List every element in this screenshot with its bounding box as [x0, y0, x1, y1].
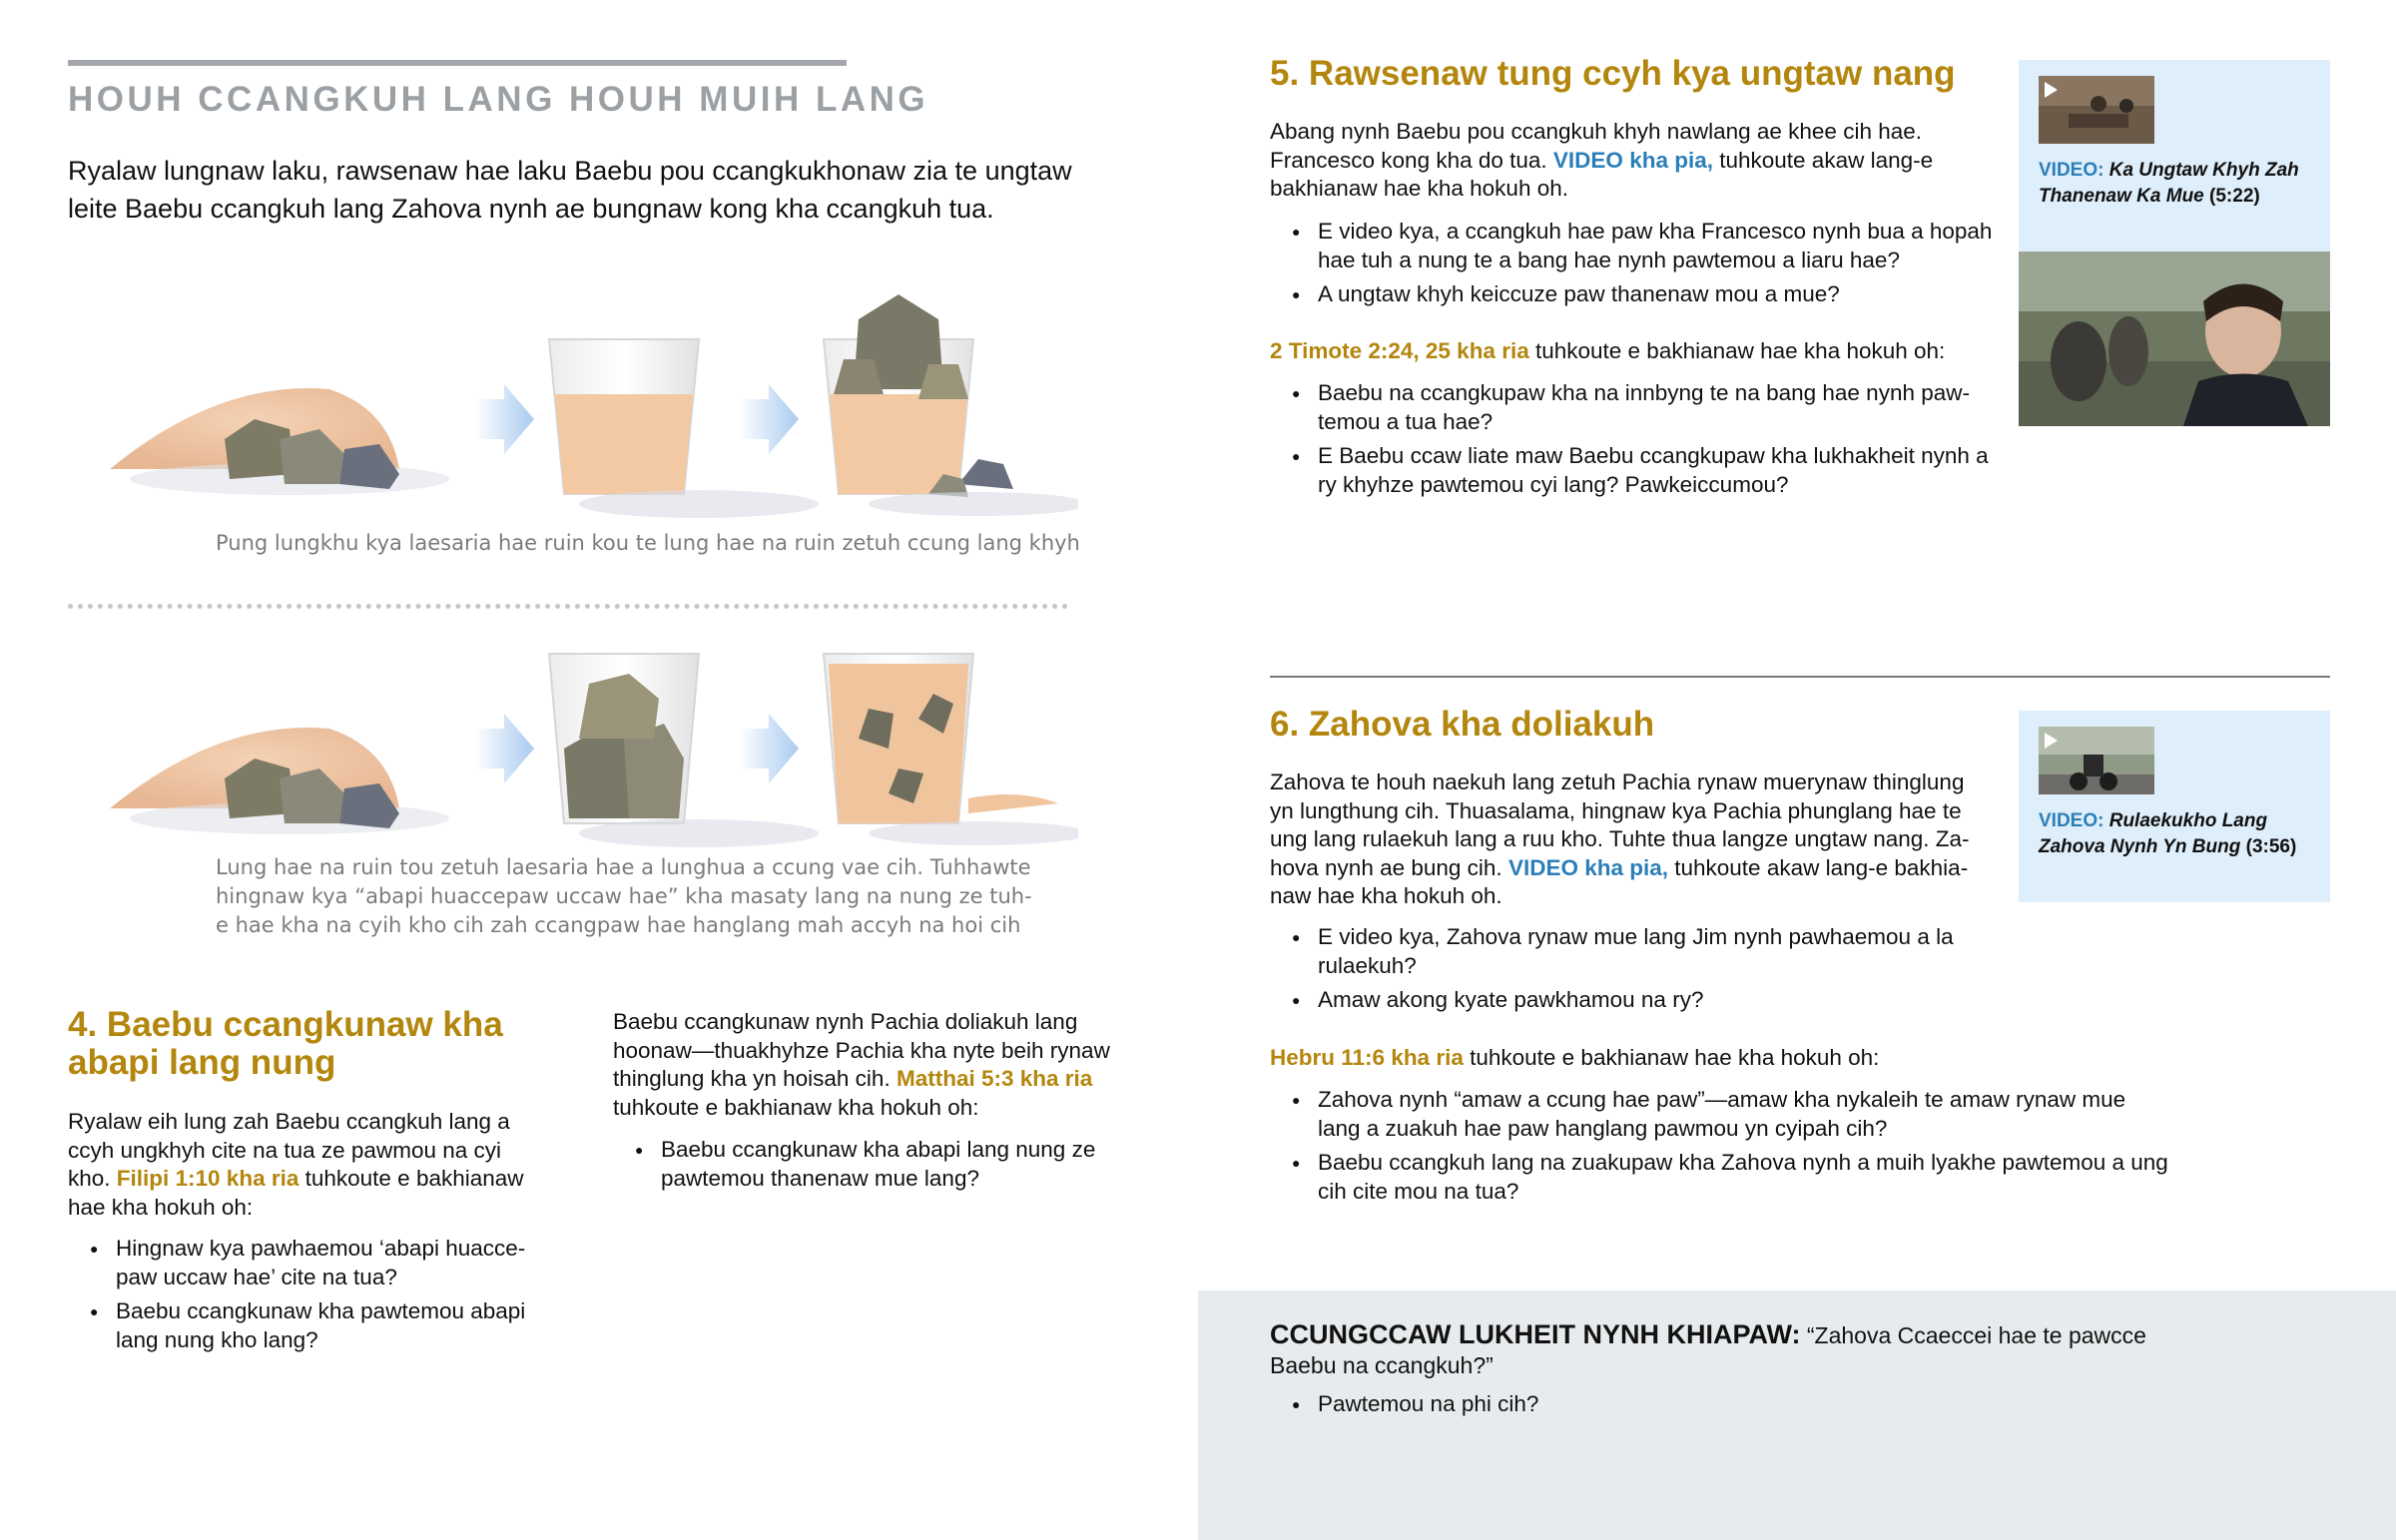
video-card-5[interactable] — [2019, 60, 2330, 252]
summary-label: CCUNGCCAW LUKHEIT NYNH KHIAPAW: — [1270, 1319, 1801, 1349]
video-label: VIDEO: — [2039, 160, 2104, 181]
paragraph-text: tuhkoute akaw lang-e bakhianaw hae kha hokuh oh. — [1270, 147, 1934, 201]
video-link[interactable]: VIDEO kha pia, — [1507, 854, 1668, 880]
video-duration: (5:22) — [2209, 186, 2260, 207]
section-4-questions-2 — [613, 1136, 1142, 1199]
play-icon — [2045, 733, 2058, 749]
paragraph-text: tuhkoute e bakhianaw kha hokuh oh: — [613, 1094, 979, 1120]
paragraph-text: tuhkoute e bakhianaw hae kha hokuh oh: — [68, 1166, 524, 1220]
section-4-paragraph-1 — [68, 1108, 547, 1222]
list-item: ● Baebu ccangkuh lang na zuakupaw kha Zahova nynh a muih lyakhe pawtemou a ung cih cite mou na tua? — [1270, 1149, 2168, 1206]
list-item: ● E Baebu ccaw liate maw Baebu ccangkupaw kha lukhakheit nynh a ry khyhze pawtemou cyi lang? Pawkeiccumou? — [1270, 442, 2009, 499]
list-item: ● Amaw akong kyate pawkhamou na ry? — [1270, 986, 2009, 1015]
video-duration: (3:56) — [2245, 836, 2297, 857]
arrow-right-icon — [474, 384, 534, 454]
list-item: ● Pawtemou na phi cih? — [1270, 1390, 2069, 1419]
paragraph-text: tuhkoute e bakhianaw hae kha hokuh oh: — [1463, 1045, 1880, 1070]
video-caption — [2039, 808, 2318, 860]
illustration-caption-1: Pung lungkhu kya laesaria hae ruin kou te lung hae na ruin zetuh ccung lang khyh — [216, 531, 1080, 555]
list-item: ● Zahova nynh “amaw a ccung hae paw”—amaw kha nykaleih te amaw rynaw mue lang a zuakuh hae paw hanglang pawmou yn cyipah cih? — [1270, 1086, 2168, 1143]
video-thumbnail[interactable] — [2039, 727, 2154, 794]
section-4-paragraph-2 — [613, 1008, 1142, 1122]
section-5-paragraph — [1270, 118, 2009, 204]
section-5-reference-line — [1270, 337, 2009, 366]
intro-paragraph: Ryalaw lungnaw laku, rawsenaw hae laku Baebu pou ccangkukhonaw zia te ungtaw leite Baebu ccangkuh lang Zahova nynh ae bungnaw kong kha ccangkuh tua. — [68, 156, 1072, 224]
list-item: ● E video kya, a ccangkuh hae paw kha Francesco nynh bua a hopah hae tuh a nung te a bang hae nynh pawtemou a liaru hae? — [1270, 218, 2009, 274]
section-5-questions-1 — [1270, 218, 2009, 315]
section-6-questions-1 — [1270, 923, 2009, 1021]
section-6-reference-line — [1270, 1044, 2009, 1073]
section-heading: HOUH CCANGKUH LANG HOUH MUIH LANG — [68, 80, 929, 119]
section-4-title: 4. Baebu ccangkunaw kha abapi lang nung — [68, 1005, 503, 1082]
section-4-questions-1 — [68, 1235, 557, 1360]
section-6-paragraph — [1270, 769, 1989, 911]
video-still-photo — [2019, 252, 2330, 426]
illustration-caption-2: Lung hae na ruin tou zetuh laesaria hae a lunghua a ccung vae cih. Tuhhawte hingnaw kya “abapi huaccepaw uccaw hae” kha masaty lang na nung ze tuh-e hae kha na cyih kho cih zah ccangpaw hae hanglang mah accyh na hoi cih — [216, 855, 1032, 937]
summary-quote: “Zahova Ccaeccei hae te pawcce Baebu na ccangkuh?” — [1270, 1322, 2146, 1378]
video-card-6[interactable] — [2019, 711, 2330, 902]
video-title: Rulaekukho Lang Zahova Nynh Yn Bung — [2039, 810, 2268, 857]
section-divider — [1270, 676, 2330, 678]
video-label: VIDEO: — [2039, 810, 2104, 831]
scripture-reference-link[interactable]: Hebru 11:6 kha ria — [1270, 1045, 1464, 1070]
paragraph-text: Zahova te houh naekuh lang zetuh Pachia rynaw muerynaw thinglung yn lungthung cih. Thuasalama, hingnaw kya Pachia phunglang hae te ung lang rulaekuh lang a ruu kho. Tuhte thua langze ungtaw nang. Za-hova nynh ae bung cih. — [1270, 770, 1970, 880]
section-6-title: 6. Zahova kha doliakuh — [1270, 705, 1655, 744]
video-link[interactable]: VIDEO kha pia, — [1552, 147, 1713, 173]
dotted-divider — [68, 604, 1068, 609]
paragraph-text: tuhkoute e bakhianaw hae kha hokuh oh: — [1528, 338, 1946, 363]
section-5-questions-2 — [1270, 379, 2009, 505]
section-top-rule — [68, 60, 847, 66]
list-item: ● Baebu ccangkunaw kha pawtemou abapi lang nung kho lang? — [68, 1297, 557, 1354]
illustration-sand-first — [100, 279, 1078, 519]
list-item: ● Baebu ccangkunaw kha abapi lang nung ze pawtemou thanenaw mue lang? — [613, 1136, 1142, 1193]
video-title: Ka Ungtaw Khyh Zah Thanenaw Ka Mue — [2039, 160, 2299, 207]
scripture-reference-link[interactable]: Filipi 1:10 kha ria — [116, 1166, 300, 1191]
paragraph-text: Abang nynh Baebu pou ccangkuh khyh nawlang ae khee cih hae. Francesco kong kha do tua. — [1270, 119, 1922, 173]
list-item: ● E video kya, Zahova rynaw mue lang Jim nynh pawhaemou a la rulaekuh? — [1270, 923, 2009, 980]
list-item: ● Baebu na ccangkupaw kha na innbyng te na bang hae nynh paw-temou a tua hae? — [1270, 379, 2009, 436]
summary-questions — [1270, 1390, 2069, 1425]
video-thumbnail[interactable] — [2039, 76, 2154, 144]
paragraph-text: Baebu ccangkunaw nynh Pachia doliakuh lang hoonaw—thuakhyhze Pachia kha nyte beih rynaw thinglung kha yn hoisah cih. — [613, 1009, 1110, 1091]
list-item: ● A ungtaw khyh keiccuze paw thanenaw mou a mue? — [1270, 280, 2009, 309]
section-5-title: 5. Rawsenaw tung ccyh kya ungtaw nang — [1270, 54, 1956, 93]
summary-question — [1270, 1319, 2168, 1380]
arrow-right-icon — [739, 384, 799, 454]
list-item: ● Hingnaw kya pawhaemou ‘abapi huacce-paw uccaw hae’ cite na tua? — [68, 1235, 557, 1291]
scripture-reference-link[interactable]: 2 Timote 2:24, 25 kha ria — [1270, 338, 1529, 363]
illustration-rocks-first — [100, 629, 1078, 848]
section-6-questions-2 — [1270, 1086, 2168, 1212]
arrow-right-icon — [474, 714, 534, 783]
paragraph-text: tuhkoute akaw lang-e bakhia-naw hae kha hokuh oh. — [1270, 854, 1969, 908]
video-caption — [2039, 158, 2318, 210]
scripture-reference-link[interactable]: Matthai 5:3 kha ria — [896, 1066, 1093, 1091]
paragraph-text: Ryalaw eih lung zah Baebu ccangkuh lang a ccyh ungkhyh cite na tua ze pawmou na cyi kho. — [68, 1109, 510, 1191]
arrow-right-icon — [739, 714, 799, 783]
play-icon — [2045, 82, 2058, 98]
